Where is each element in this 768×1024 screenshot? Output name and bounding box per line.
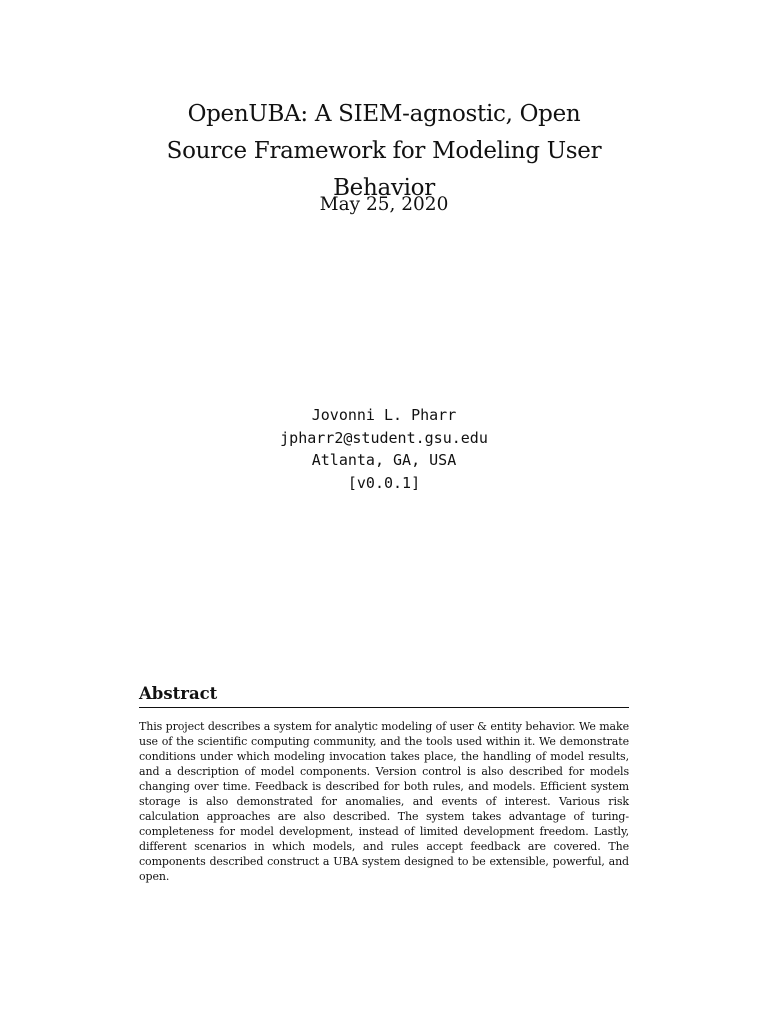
paper-date: May 25, 2020 <box>319 194 449 215</box>
author-email: jpharr2@student.gsu.edu <box>280 428 488 447</box>
author-block <box>150 404 618 494</box>
abstract-heading: Abstract <box>139 684 218 703</box>
abstract-body: This project describes a system for analytic modeling of user & entity behavior. We make use of the scientific computing community, and the tools used within it. We demonstrate conditions under which modeling invocation takes place, the handling of model results, and a description of model components. Version control is also described for models changing over time. Feedback is described for both rules, and models. Efficient system storage is also demonstrated for anomalies, and events of interest. Various risk calculation approaches are also described. The system takes advantage of turing-completeness for model development, instead of limited development freedom. Lastly, different scenarios in which models, and rules accept feedback are covered. The components described construct a UBA system designed to be extensible, powerful, and open. <box>139 720 629 883</box>
paper-title: OpenUBA: A SIEM-agnostic, Open Source Framework for Modeling User Behavior <box>166 101 602 201</box>
paper-version: [v0.0.1] <box>347 473 421 492</box>
author-name: Jovonni L. Pharr <box>311 406 457 424</box>
abstract-divider <box>139 707 629 708</box>
author-location: Atlanta, GA, USA <box>311 451 457 469</box>
